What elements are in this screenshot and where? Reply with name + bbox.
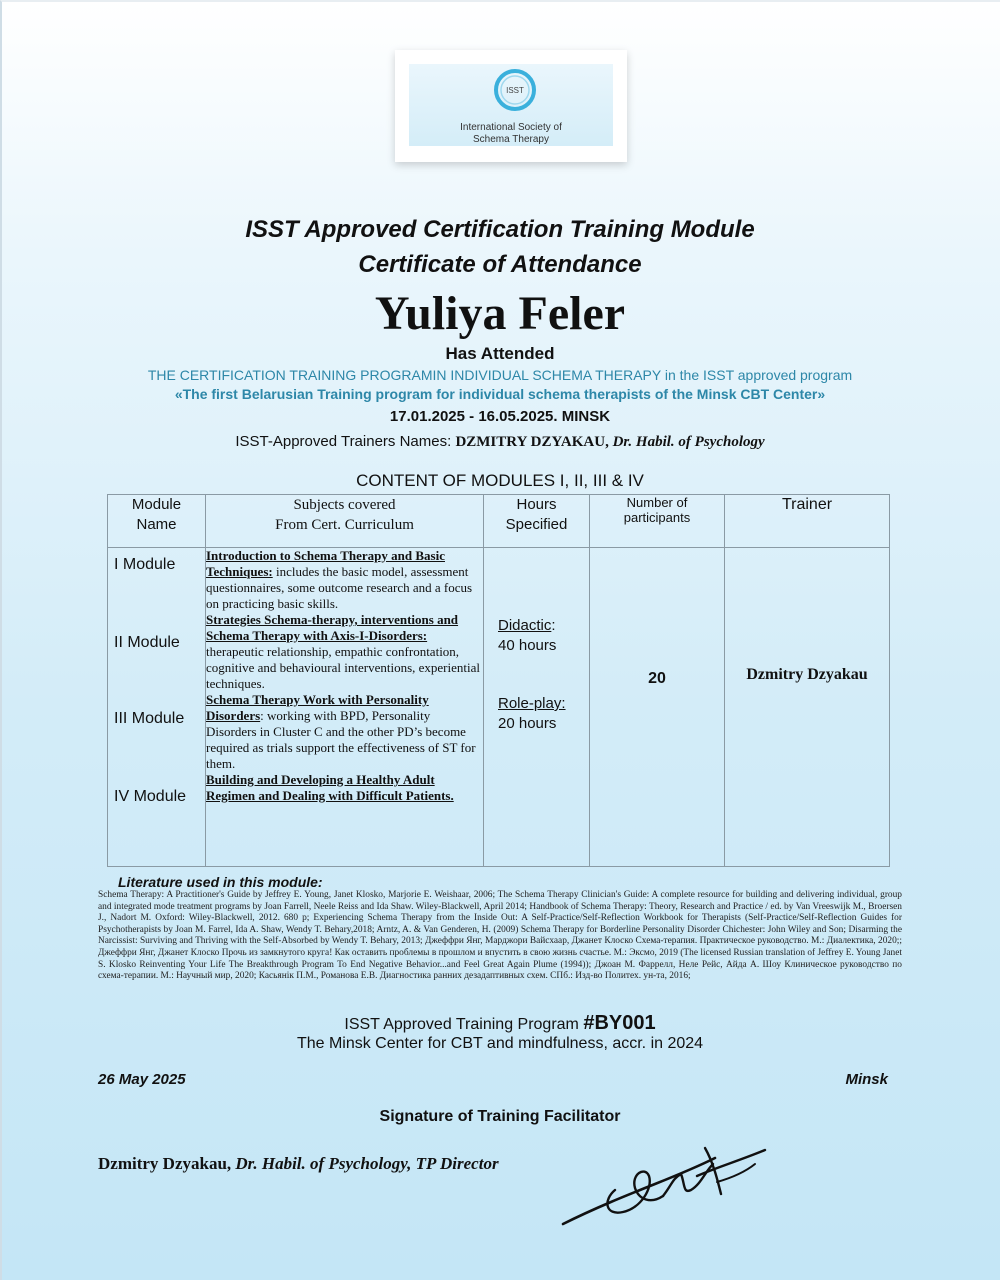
- trainer-cell: [725, 548, 890, 867]
- literature-text: Schema Therapy: A Practitioner's Guide by Jeffrey E. Young, Janet Klosko, Marjorie E. Weishaar, 2006; The Schema Therapy Clinician's Guide: A complete resource for building and delivering individual, group and integrated mode treatment programs by Joan Farrell, Neele Reiss and Ida Shaw. Wiley-Blackwell, April 2014; Handbook of Schema Therapy: Theory, Research and Practice / ed. by Van Vreeswijk M., Broersen J., Nadort M. Oxford: Wiley-Blackwell, 2012. 680 p; Experiencing Schema Therapy from the Inside Out: A Self-Practice/Self-Reflection Workbook for Therapists (Self-Practice/Self-Reflection Guides for Psychotherapists by Joan M. Farrel, Ida A. Shaw, Wendy T. Behary,2018; Arntz, A. & Van Genderen, H. (2009) Schema Therapy for Borderline Personality Disorder Chichester: John Wiley and Son; Disarming the Narcissist: Surviving and Thriving with the Self-Absorbed by Wendy T. Behary, 2013; Джеффри Янг, Марджори Вайсхаар, Джанет Клоско Схема-терапия. Практическое руководство. М.: Диалектика, 2020;; Джеффри Янг, Джанет Клоско Прочь из замкнутого круга! Как оставить проблемы в прошлом и впустить в свою жизнь счастье. М.: Эксмо, 2019 (The licensed Russian translation of Jeffrey E. Young Janet S. Klosko Reinventing Your Life The Breakthrough Program To End Negative Behavior...and Feel Great Again Plume (1994)); Джоан М. Фаррелл, Неле Рейс, Айда А. Шоу Клиническое руководство по схема-терапии. М.: Научный мир, 2020; Касьянік П.М., Романова Е.В. Диагностика ранних дезадаптивных схем. СПб.: Изд-во Политех. ун-та, 2016;: [98, 890, 902, 982]
- header-hours-line-1: Hours: [516, 496, 557, 513]
- roleplay-hours: [498, 694, 566, 734]
- header-subjects: [206, 495, 484, 548]
- trainers-line: [0, 433, 1000, 451]
- program-code-line: [0, 1012, 1000, 1035]
- subject-module-3: [206, 692, 483, 772]
- subject-text-1: includes the basic model, assessment questionnaires, some outcome research and a focus on practicing basic skills.: [206, 564, 473, 611]
- logo-caption: [409, 122, 613, 146]
- content-title: CONTENT OF MODULES I, II, III & IV: [356, 471, 644, 490]
- issue-date: 26 May 2025: [98, 1071, 186, 1088]
- didactic-value: 40 hours: [498, 637, 557, 654]
- modules-table: [107, 494, 890, 867]
- roleplay-label: Role-play:: [498, 695, 566, 712]
- subject-module-4: [206, 772, 483, 804]
- issue-city: Minsk: [845, 1071, 888, 1088]
- subject-title-1: Introduction to Schema Therapy and Basic Techniques:: [206, 548, 445, 579]
- isst-logo: [395, 50, 627, 162]
- subject-module-1: [206, 548, 483, 612]
- logo-panel: [409, 64, 613, 146]
- header-module-line-2: Name: [136, 516, 177, 533]
- program-title: «The first Belarusian Training program for individual schema therapists of the Minsk CBT Center»: [174, 386, 826, 402]
- participants-cell: [590, 548, 725, 867]
- module-label-1: I Module: [114, 556, 176, 573]
- subject-text-3: : working with BPD, Personality Disorders in Cluster C and the other PD’s become required as trials support the effectiveness of ST for them.: [206, 708, 476, 771]
- program-line: THE CERTIFICATION TRAINING PROGRAMIN INDIVIDUAL SCHEMA THERAPY in the ISST approved program: [147, 367, 853, 383]
- header-hours-line-2: Specified: [505, 516, 568, 533]
- program-dates: 17.01.2025 - 16.05.2025. MINSK: [389, 408, 611, 425]
- module-label-4: IV Module: [114, 788, 187, 805]
- subject-title-3: Schema Therapy Work with Personality Disorders: [206, 692, 429, 723]
- has-attended: Has Attended: [445, 344, 555, 363]
- logo-line-2: Schema Therapy: [473, 134, 549, 145]
- facilitator-name: Dzmitry Dzyakau,: [98, 1154, 236, 1173]
- isst-ring-icon: [493, 68, 537, 112]
- table-row: [108, 548, 890, 867]
- literature-title: Literature used in this module:: [118, 874, 323, 890]
- hours-cell: [484, 548, 590, 867]
- module-names-cell: [108, 548, 206, 867]
- header-participants: [590, 495, 725, 548]
- trainers-name: DZMITRY DZYAKAU,: [455, 434, 613, 450]
- header-trainer: Trainer: [725, 495, 890, 548]
- trainers-label: ISST-Approved Trainers Names:: [235, 433, 456, 450]
- logo-ring-text: ISST: [506, 86, 524, 95]
- table-header-row: [108, 495, 890, 548]
- trainer-name: Dzmitry Dzyakau: [746, 666, 868, 683]
- header-module-line-1: Module: [131, 496, 182, 513]
- logo-line-1: International Society of: [460, 122, 562, 133]
- roleplay-value: 20 hours: [498, 715, 557, 732]
- program-code-label: ISST Approved Training Program: [344, 1016, 584, 1033]
- signature-title: Signature of Training Facilitator: [379, 1108, 621, 1125]
- subject-text-2: therapeutic relationship, empathic confrontation, cognitive and behavioural interventions, experiential techniques.: [206, 644, 480, 691]
- header-module: [108, 495, 206, 548]
- header-participants-line-2: participants: [623, 510, 691, 525]
- header-participants-line-1: Number of: [626, 495, 688, 510]
- didactic-colon: :: [551, 617, 556, 634]
- participants-value: 20: [648, 670, 666, 687]
- header-subjects-line-2: From Cert. Curriculum: [275, 517, 414, 533]
- subjects-cell: [206, 548, 484, 867]
- trainers-degree: Dr. Habil. of Psychology: [612, 434, 765, 450]
- handwritten-signature: [555, 1138, 780, 1233]
- facilitator-degree: Dr. Habil. of Psychology, TP Director: [235, 1154, 499, 1173]
- facilitator-line: [98, 1154, 499, 1174]
- subject-title-2: Strategies Schema-therapy, interventions and Schema Therapy with Axis-I-Disorders:: [206, 612, 459, 643]
- center-accreditation: The Minsk Center for CBT and mindfulness, accr. in 2024: [296, 1035, 704, 1052]
- didactic-hours: [498, 616, 556, 656]
- module-label-2: II Module: [114, 634, 180, 651]
- didactic-label: Didactic: [498, 617, 552, 634]
- subject-module-2: [206, 612, 483, 692]
- subject-title-4: Building and Developing a Healthy Adult Regimen and Dealing with Difficult Patients.: [206, 772, 454, 803]
- header-hours: [484, 495, 590, 548]
- certificate-subheading: Certificate of Attendance: [358, 251, 642, 278]
- header-subjects-line-1: Subjects covered: [293, 497, 396, 513]
- certificate-heading: ISST Approved Certification Training Module: [245, 216, 755, 243]
- module-label-3: III Module: [114, 710, 185, 727]
- program-code: #BY001: [583, 1012, 656, 1034]
- recipient-name: Yuliya Feler: [374, 287, 626, 340]
